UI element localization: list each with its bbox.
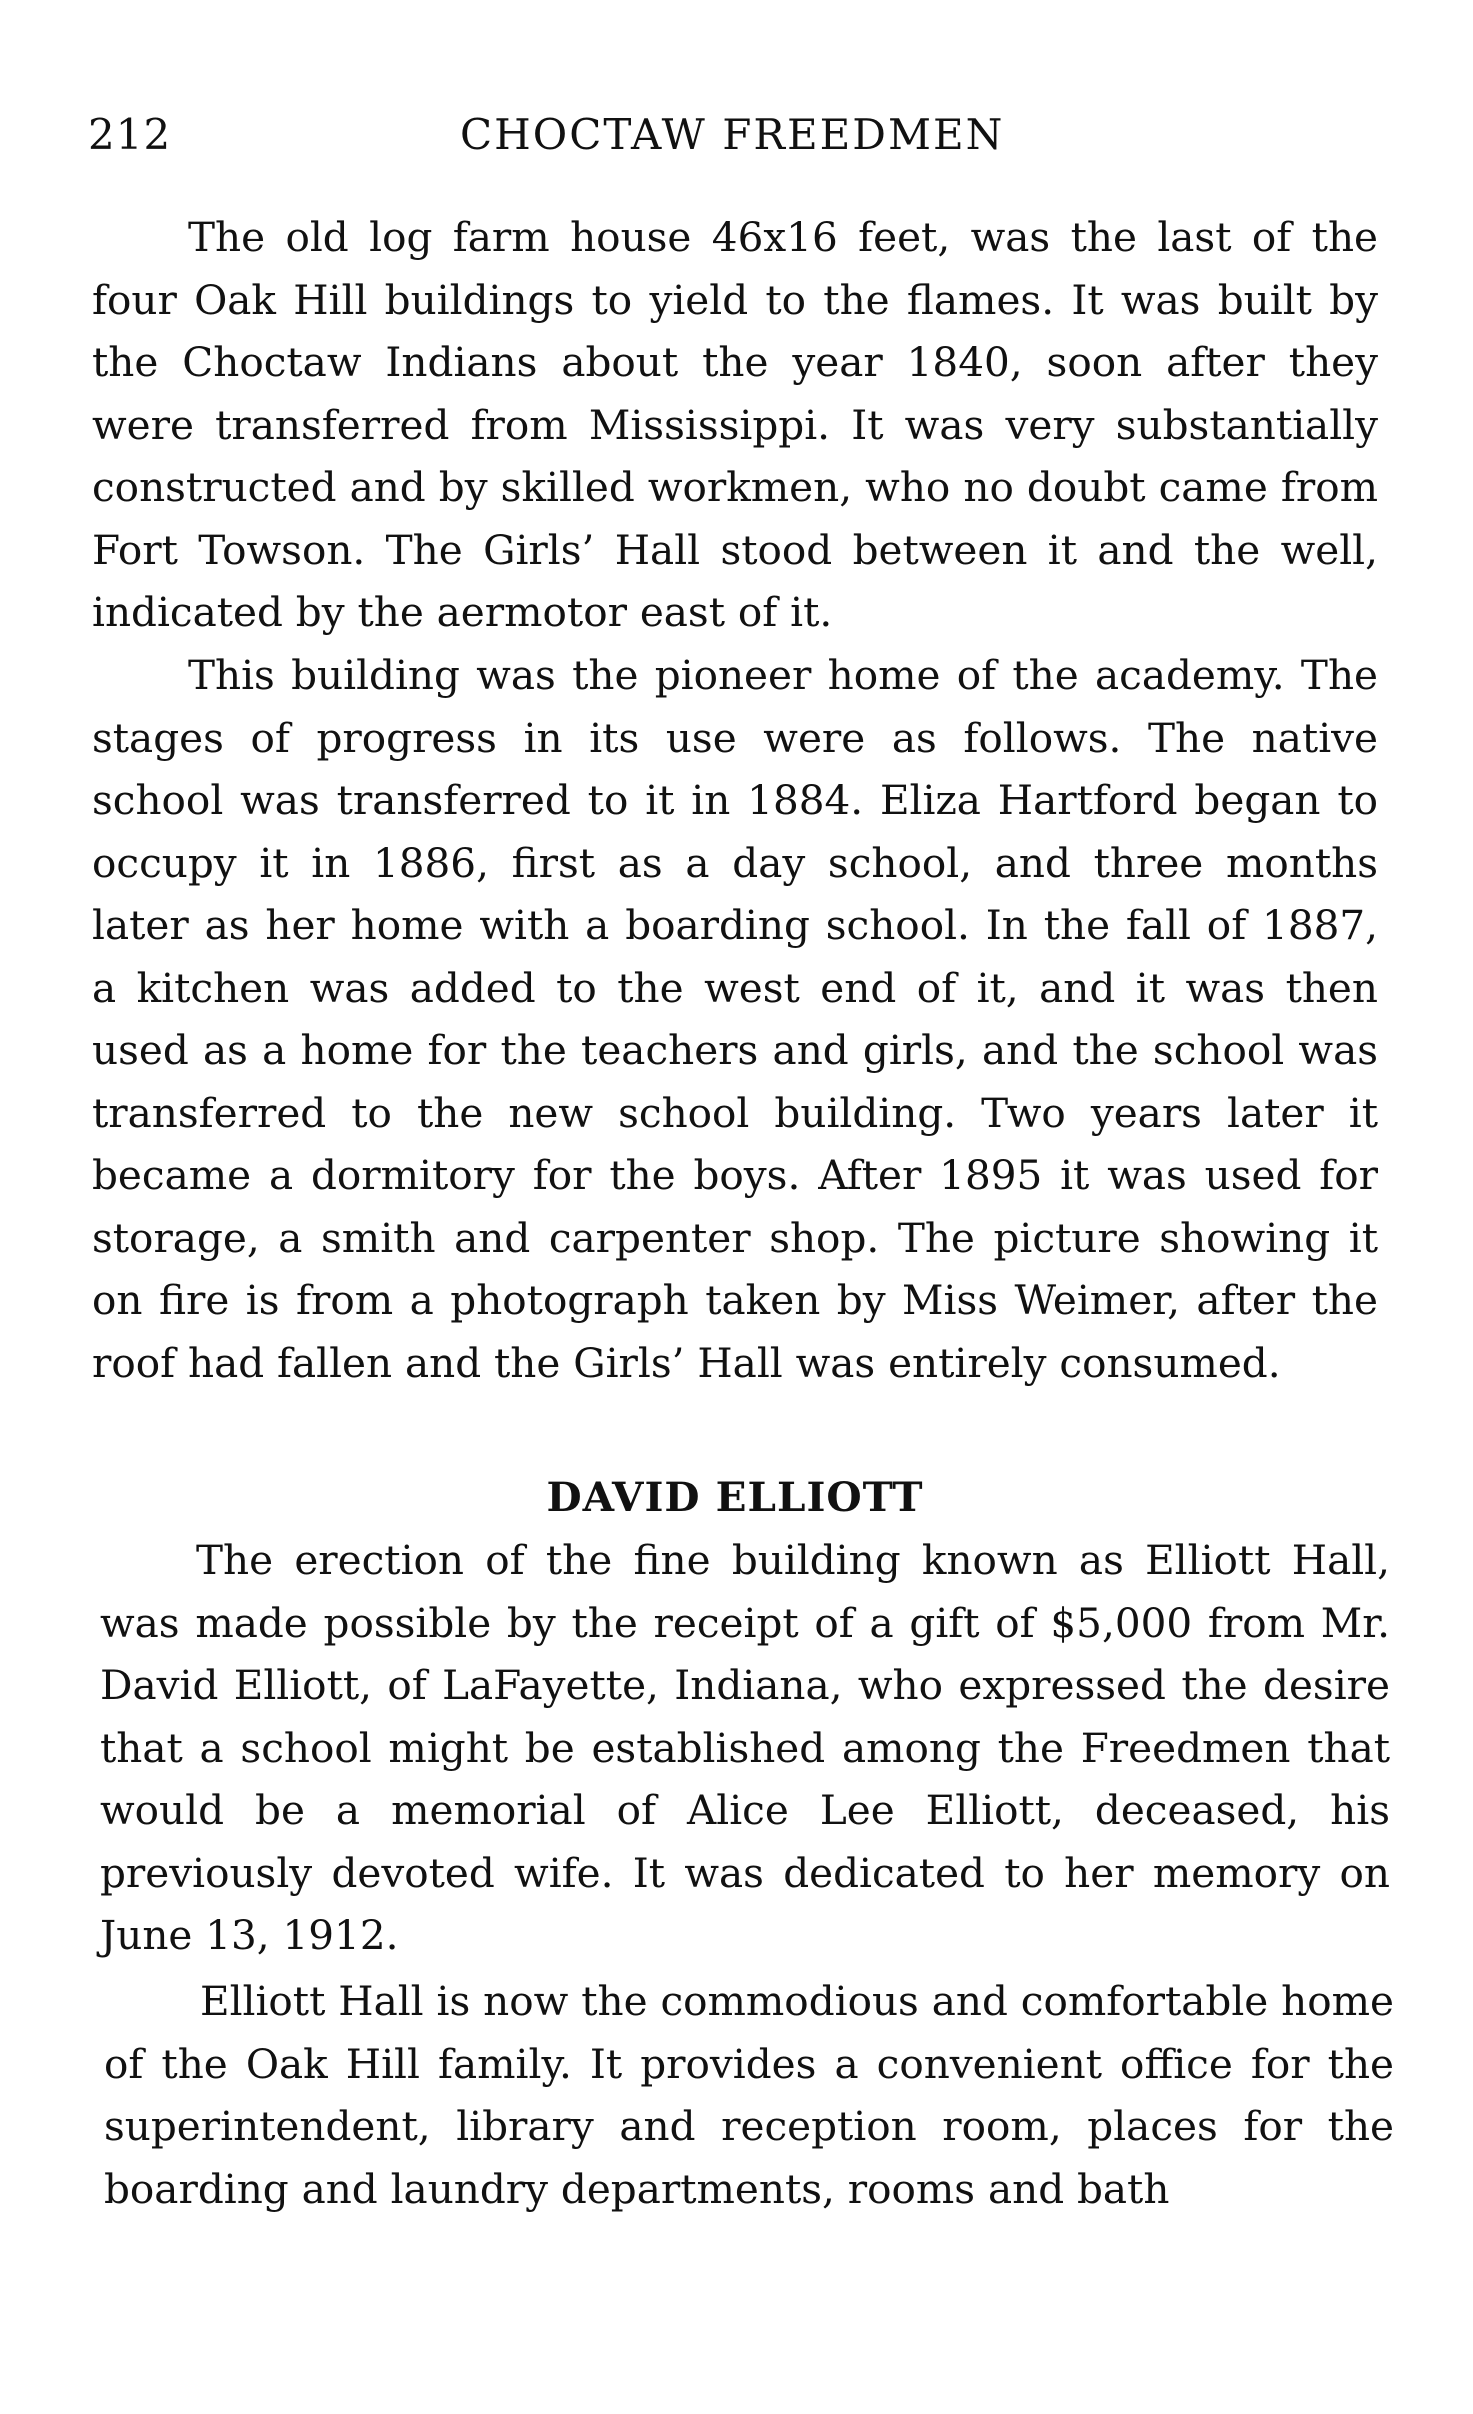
running-head [88, 105, 1388, 165]
paragraph-pioneer-home: This building was the pioneer home of the academy. The stages of progress in its use were as follows. The native school was transferred to it in 1884. Eliza Hartford began to occupy it in 1886, first as a day school, and three months later as her home with a boarding school. In the fall of 1887, a kitchen was added to the west end of it, and it was then used as a home for the teachers and girls, and the school was transferred to the new school building. Two years later it became a dormitory for the boys. After 1895 it was used for storage, a smith and carpenter shop. The picture showing it on fire is from a photograph taken by Miss Weimer, after the roof had fallen and the Girls’ Hall was entirely consumed. [92, 651, 1378, 1387]
paragraph-elliott-hall: Elliott Hall is now the commodious and comfortable home of the Oak Hill family. It provides a convenient office for the superintendent, library and reception room, places for the boarding and laundry departments, rooms and bath [104, 1977, 1394, 2213]
section-heading: DAVID ELLIOTT [546, 1473, 924, 1521]
page-number: 212 [88, 110, 172, 159]
paragraph-elliott-gift: The erection of the fine building known as Elliott Hall, was made possible by the receipt of a gift of $5,000 from Mr. David Elliott, of LaFayette, Indiana, who expressed the desire that a school might be established among the Freedmen that would be a memorial of Alice Lee Elliott, deceased, his previously devoted wife. It was dedicated to her memory on June 13, 1912. [100, 1536, 1390, 1959]
paragraph-log-farm-house: The old log farm house 46x16 feet, was the last of the four Oak Hill buildings to yield to the flames. It was built by the Choctaw Indians about the year 1840, soon after they were transferred from Mississippi. It was very substantially constructed and by skilled workmen, who no doubt came from Fort Towson. The Girls’ Hall stood between it and the well, indicated by the aermotor east of it. [92, 213, 1378, 636]
running-title: CHOCTAW FREEDMEN [460, 110, 1005, 159]
